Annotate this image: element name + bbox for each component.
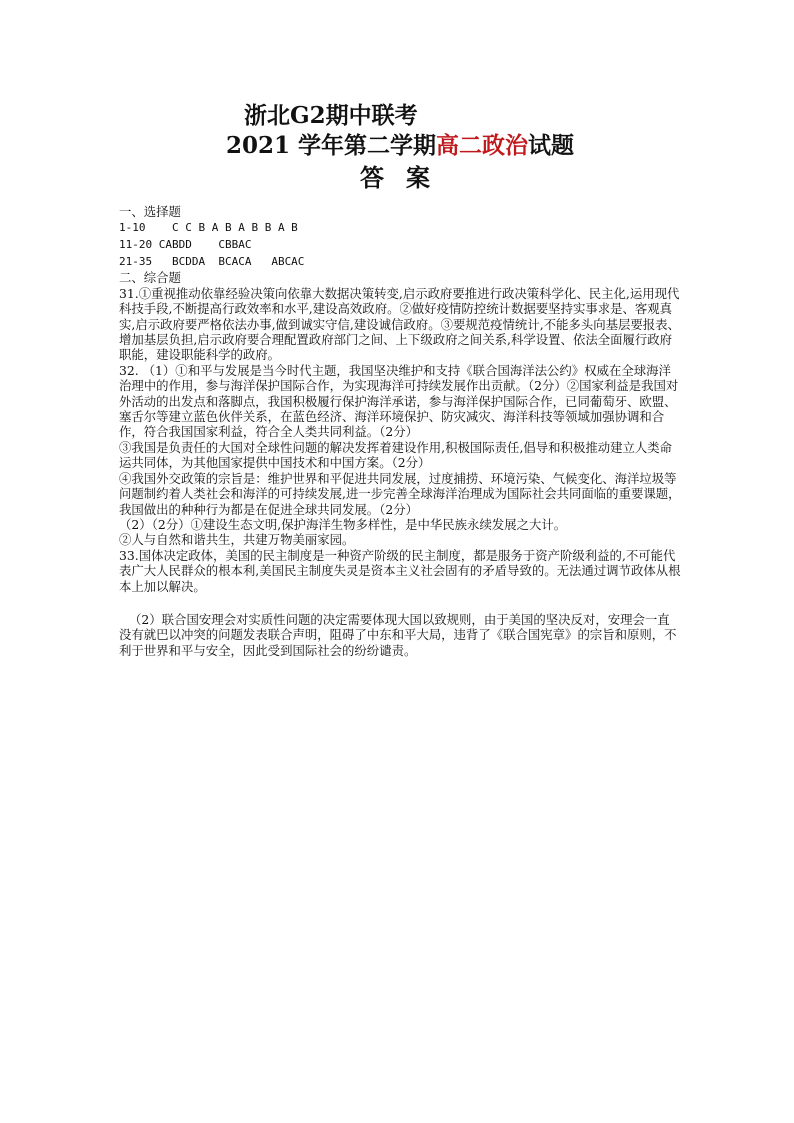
section-essay-heading: 二、综合题 [119, 270, 181, 286]
subtitle-suffix: 试题 [528, 132, 575, 159]
answer-row: 1-10 C C B A B A B B A B [119, 221, 298, 235]
section-choice-heading: 一、选择题 [119, 204, 181, 219]
subtitle-prefix: 2021 学年第二学期 [226, 132, 437, 159]
answer-body [119, 204, 682, 658]
answer-row: 21-35 BCDDA BCACA ABCAC [119, 255, 305, 269]
answer-q33-part2: （2）联合国安理会对实质性问题的决定需要体现大国以致规则，由于美国的坚决反对，安理会一直没有就巴以冲突的问题发表联合声明，阻碍了中东和平大局，违背了《联合国宪章》的宗旨和原则，不利于世界和平与安全，因此受到国际社会的纷纷谴责。 [119, 611, 677, 658]
answer-q32-point4: ④我国外交政策的宗旨是：维护世界和平促进共同发展，过度捕捞、环境污染、气候变化、海洋垃圾等问题制约着人类社会和海洋的可持续发展,进一步完善全球海洋治理成为国际社会共同面临的重要课题，我国做出的种种行为都是在促进全球共同发展。（2分） [119, 470, 681, 517]
answer-q31: 31.①重视推动依靠经验决策向依靠大数据决策转变,启示政府要推进行政决策科学化、民主化,运用现代科技手段,不断提高行政效率和水平,建设高效政府。②做好疫情防控统计数据要坚持实事求是、客观真实,启示政府要严格依法办事,做到诚实守信,建设诚信政府。③要规范疫情统计,不能多头向基层要报表、增加基层负担,启示政府要合理配置政府部门之间、上下级政府之间关系,科学设置、依法全面履行政府职能，建设职能科学的政府。 [119, 285, 680, 363]
answer-row: 11-20 CABDD CBBAC [119, 238, 252, 252]
exam-title: 浙北G2期中联考 [244, 102, 418, 129]
answer-q32-point3: ③我国是负责任的大国对全球性问题的解决发挥着建设作用,积极国际责任,倡导和积极推动建立人类命运共同体，为其他国家提供中国技术和中国方案。（2分） [119, 439, 673, 471]
answer-q32-part2-point1: （2）（2分）①建设生态文明,保护海洋生物多样性，是中华民族永续发展之大计。 [119, 516, 567, 532]
subtitle-subject: 高二政治 [436, 132, 529, 159]
answer-heading: 答案 [360, 163, 452, 192]
answer-q32-part2-point2: ②人与自然和谐共生，共建万物美丽家园。 [119, 532, 355, 548]
answer-q33-part1: 33.国体决定政体，美国的民主制度是一种资产阶级的民主制度，都是服务于资产阶级利益的,不可能代表广大人民群众的根本利,美国民主制度失灵是资本主义社会固有的矛盾导致的。无法通过调节政体从根本上加以解决。 [119, 547, 681, 594]
answer-q32-part1: 32. （1）①和平与发展是当今时代主题，我国坚决维护和支持《联合国海洋法公约》权威在全球海洋治理中的作用，参与海洋保护国际合作，为实现海洋可持续发展作出贡献。（2分）②国家利益是我国对外活动的出发点和落脚点，我国积极履行保护海洋承诺，参与海洋保护国际合作，已同葡萄牙、欧盟、塞舌尔等建立蓝色伙伴关系，在蓝色经济、海洋环境保护、防灾减灾、海洋科技等领域加强协调和合作，符合我国国家利益，符合全人类共同利益。（2分） [119, 362, 679, 440]
